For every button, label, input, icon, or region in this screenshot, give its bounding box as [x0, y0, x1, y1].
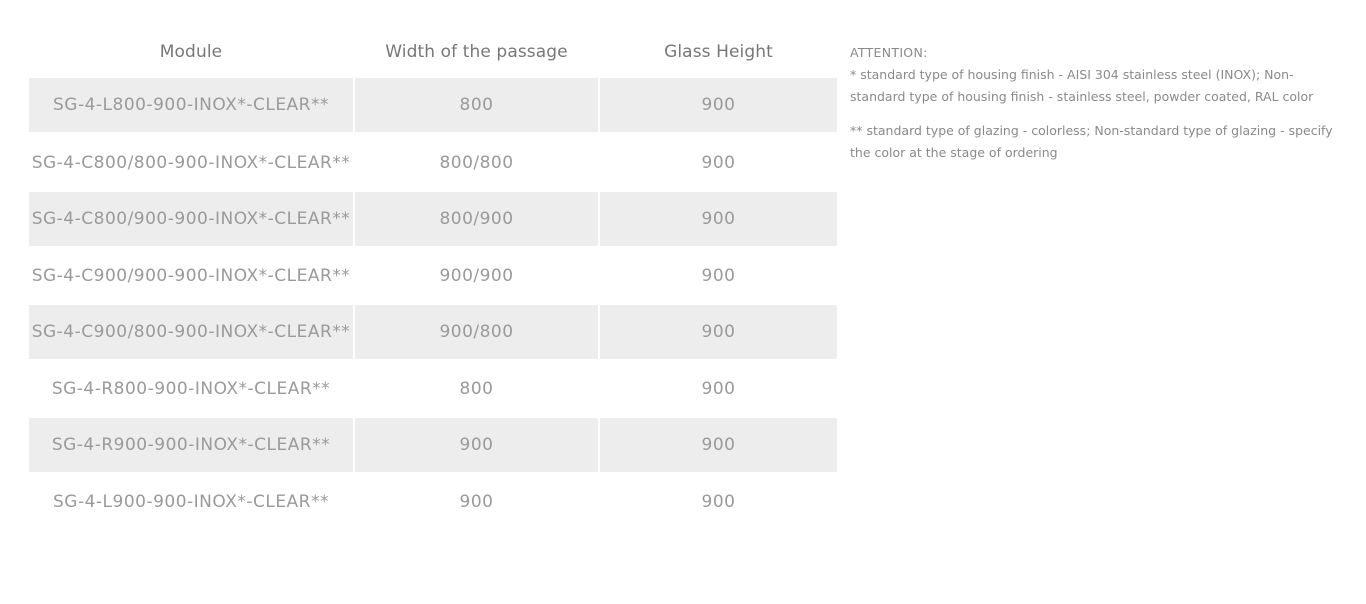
- width-cell: 800: [355, 78, 598, 132]
- table-header: [29, 26, 837, 78]
- height-cell: 900: [701, 378, 736, 399]
- height-cell: 900: [701, 491, 736, 512]
- header-width-of-passage: Width of the passage: [385, 42, 568, 62]
- attention-note-glazing: ** standard type of glazing - colorless; Non-standard type of glazing - specify the color at the stage of ordering: [850, 123, 1333, 160]
- module-cell: SG-4-C900/800-900-INOX*-CLEAR**: [29, 305, 353, 359]
- module-cell: SG-4-R900-900-INOX*-CLEAR**: [29, 418, 353, 472]
- width-cell: 800/800: [439, 152, 514, 173]
- width-cell: 900/800: [355, 305, 598, 359]
- module-cell: SG-4-C900/900-900-INOX*-CLEAR**: [31, 265, 351, 286]
- table-row: [29, 417, 837, 474]
- height-cell: 900: [701, 265, 736, 286]
- height-cell: 900: [600, 418, 837, 472]
- table-row: [29, 304, 837, 361]
- table-row: [29, 191, 837, 248]
- height-cell: 900: [600, 305, 837, 359]
- module-spec-table: [29, 26, 837, 530]
- table-row: [29, 248, 837, 305]
- height-cell: 900: [600, 192, 837, 246]
- table-row: [29, 78, 837, 135]
- attention-notes: [850, 42, 1336, 164]
- table-row: [29, 135, 837, 192]
- module-cell: SG-4-C800/900-900-INOX*-CLEAR**: [29, 192, 353, 246]
- attention-note-housing-finish: * standard type of housing finish - AISI 304 stainless steel (INOX); Non-standard type of housing finish - stainless steel, powder coated, RAL color: [850, 67, 1314, 104]
- width-cell: 900: [355, 418, 598, 472]
- header-module: Module: [159, 42, 223, 62]
- height-cell: 900: [701, 152, 736, 173]
- module-cell: SG-4-L900-900-INOX*-CLEAR**: [52, 491, 329, 512]
- width-cell: 800: [459, 378, 494, 399]
- width-cell: 800/900: [355, 192, 598, 246]
- height-cell: 900: [600, 78, 837, 132]
- width-cell: 900/900: [439, 265, 514, 286]
- module-cell: SG-4-R800-900-INOX*-CLEAR**: [51, 378, 331, 399]
- module-cell: SG-4-C800/800-900-INOX*-CLEAR**: [31, 152, 351, 173]
- table-row: [29, 361, 837, 418]
- width-cell: 900: [459, 491, 494, 512]
- table-row: [29, 474, 837, 531]
- header-glass-height: Glass Height: [664, 42, 773, 62]
- module-cell: SG-4-L800-900-INOX*-CLEAR**: [29, 78, 353, 132]
- attention-title: ATTENTION:: [850, 45, 928, 60]
